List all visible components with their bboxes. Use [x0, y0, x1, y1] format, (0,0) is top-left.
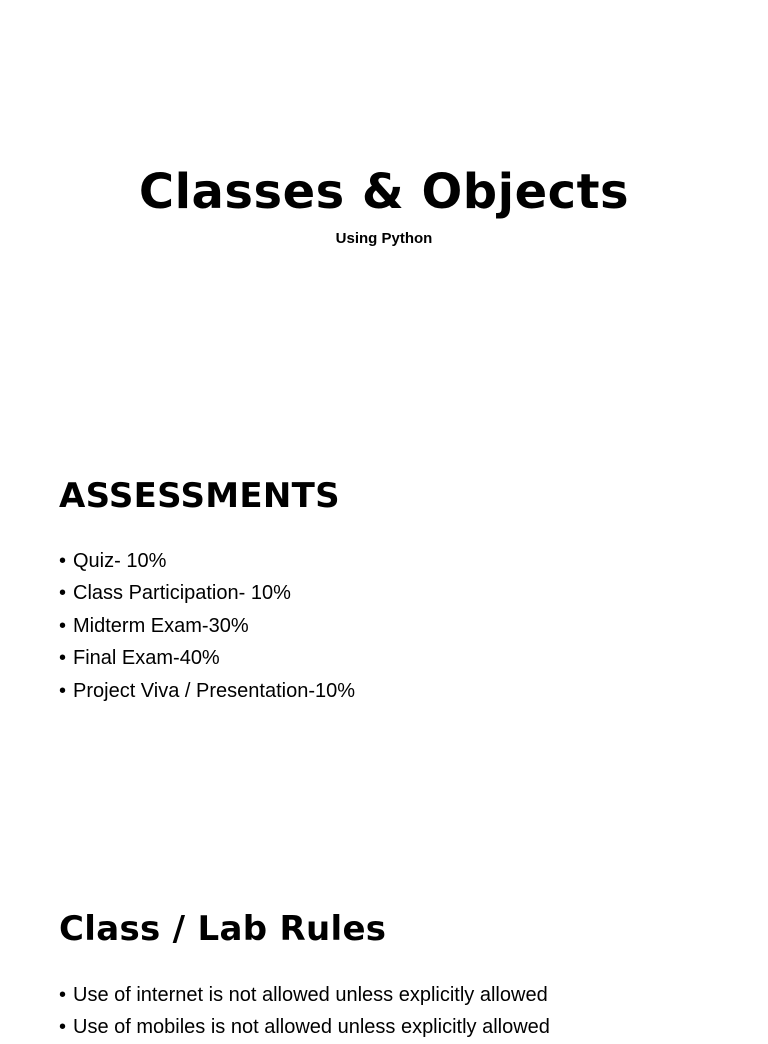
rules-heading: Class / Lab Rules: [59, 909, 387, 949]
bullet-icon: •: [59, 679, 67, 702]
slide-title: Classes & Objects: [138, 164, 630, 220]
rules-list: [59, 979, 550, 1044]
bullet-icon: •: [59, 550, 67, 572]
list-item: • Quiz- 10%: [59, 545, 355, 577]
list-item: • Project Viva / Presentation-10%: [59, 675, 355, 707]
bullet-icon: •: [59, 614, 67, 637]
bullet-icon: •: [59, 647, 67, 670]
bullet-icon: •: [59, 1016, 67, 1039]
list-item: • Final Exam-40%: [59, 642, 355, 674]
list-item: • Use of mobiles is not allowed unless explicitly allowed: [59, 1011, 550, 1043]
slide-subtitle: Using Python: [335, 230, 433, 247]
bullet-icon: •: [59, 984, 67, 1006]
list-item: • Use of internet is not allowed unless explicitly allowed: [59, 979, 550, 1011]
bullet-icon: •: [59, 582, 67, 605]
list-item: • Class Participation- 10%: [59, 577, 355, 609]
list-item: • Midterm Exam-30%: [59, 610, 355, 642]
assessments-heading: ASSESSMENTS: [59, 476, 340, 516]
